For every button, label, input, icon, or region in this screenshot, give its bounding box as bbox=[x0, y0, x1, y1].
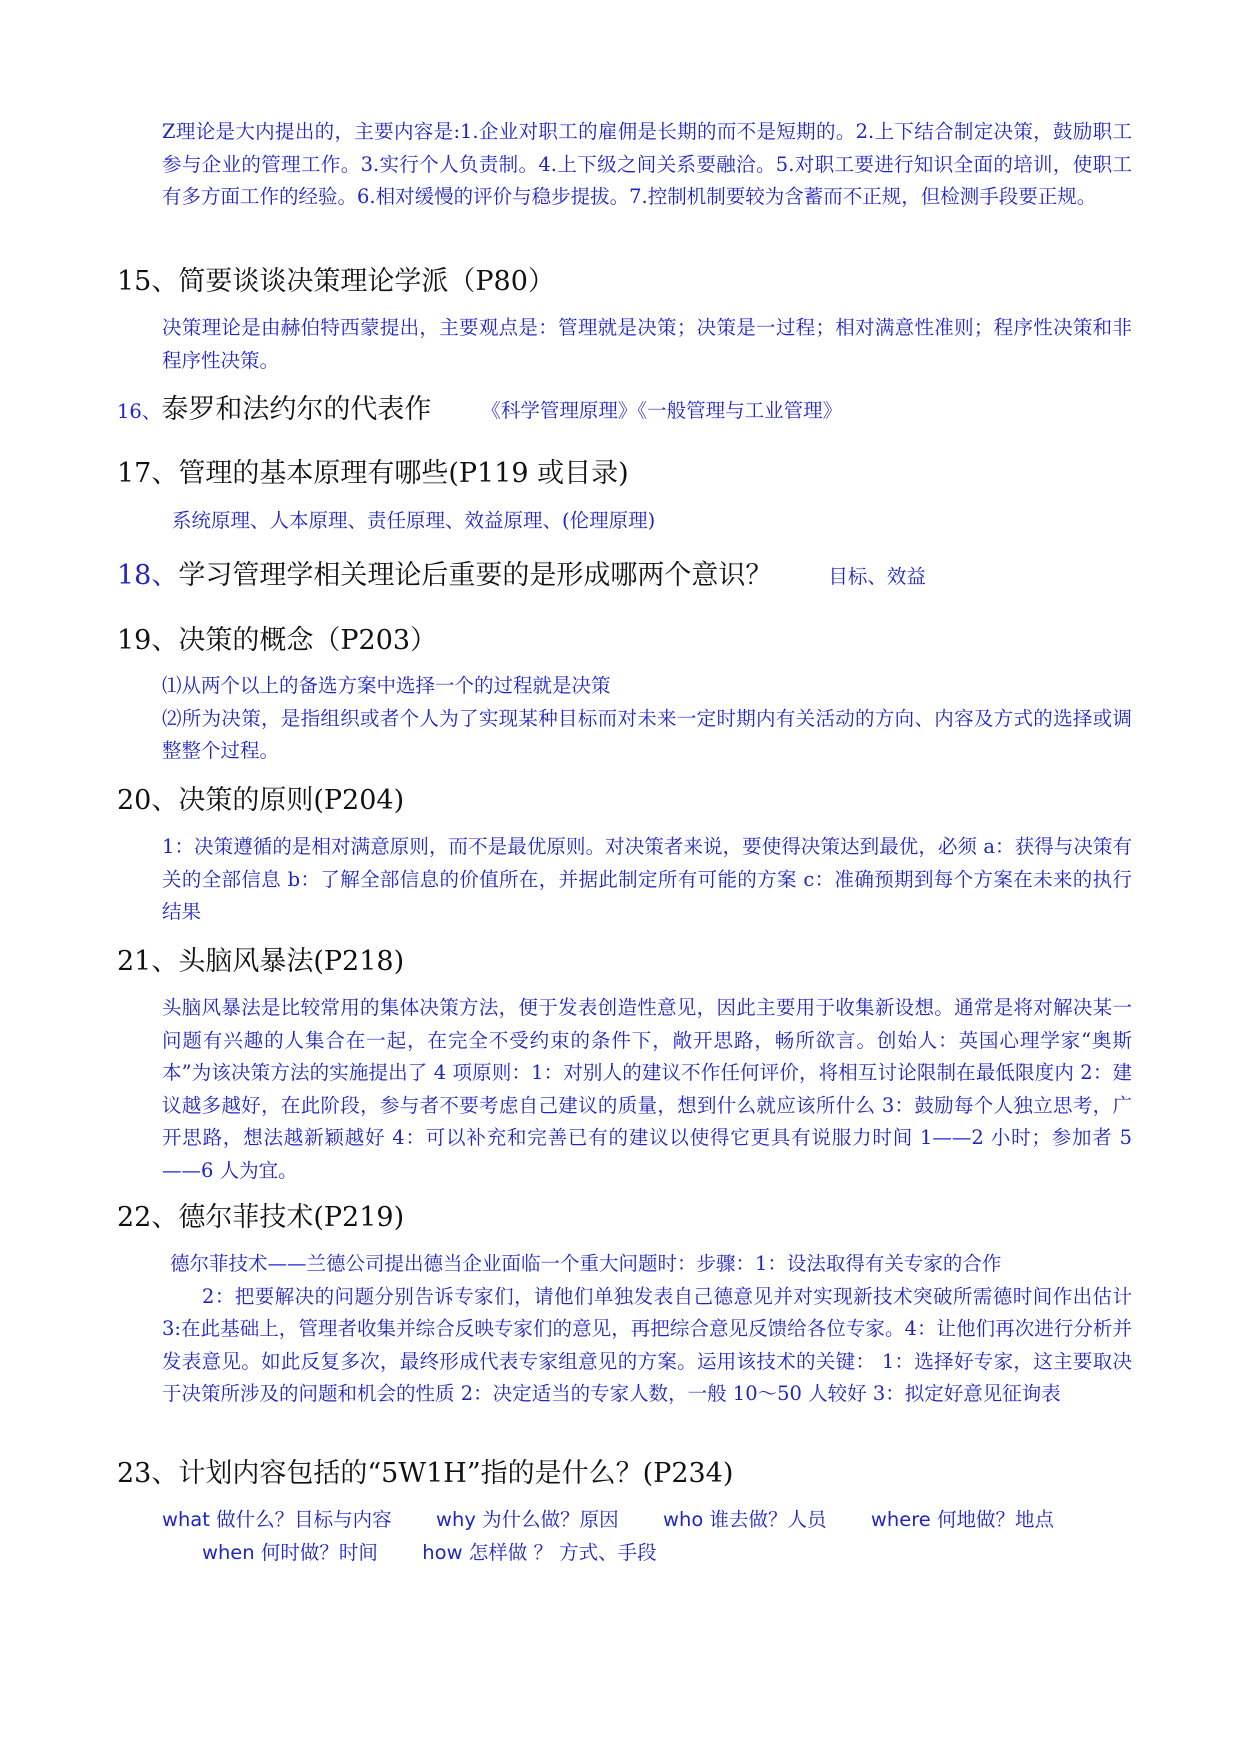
question-17-heading: 17、管理的基本原理有哪些(P119 或目录) bbox=[117, 458, 629, 489]
when-text: 何时做？时间 bbox=[260, 1540, 378, 1564]
question-17-answer: 系统原理、人本原理、责任原理、效益原理、(伦理原理) bbox=[172, 509, 656, 532]
question-20-heading: 20、决策的原则(P204) bbox=[117, 785, 405, 816]
question-19-answer-2: ⑵所为决策，是指组织或者个人为了实现某种目标而对未来一定时期内有关活动的方向、内容及方式的选择或调整整个过程。 bbox=[162, 706, 1132, 762]
question-22-answer-first: 德尔菲技术——兰德公司提出德当企业面临一个重大问题时：步骤：1：设法取得有关专家的合作 bbox=[170, 1252, 1002, 1275]
question-18-title: 学习管理学相关理论后重要的是形成哪两个意识？ bbox=[178, 560, 773, 591]
question-21-heading: 21、头脑风暴法(P218) bbox=[117, 946, 405, 977]
who-key: who bbox=[663, 1508, 704, 1531]
where-key: where bbox=[870, 1508, 931, 1531]
question-16-answer: 《科学管理原理》《一般管理与工业管理》 bbox=[481, 398, 843, 422]
question-20-answer bbox=[162, 831, 1132, 929]
question-18-number: 18、 bbox=[117, 560, 179, 591]
question-19-answer-1: ⑴从两个以上的备选方案中选择一个的过程就是决策 bbox=[162, 674, 611, 697]
question-23-answer bbox=[162, 1504, 1132, 1569]
question-22-heading: 22、德尔菲技术(P219) bbox=[117, 1202, 405, 1233]
question-16-number: 16、 bbox=[117, 400, 162, 423]
why-key: why bbox=[436, 1508, 476, 1531]
question-22-answer bbox=[162, 1248, 1132, 1411]
where-text: 何地做？地点 bbox=[936, 1508, 1054, 1531]
question-22-answer-rest: 2：把要解决的问题分别告诉专家们，请他们单独发表自己德意见并对实现新技术突破所需德时间作出估计 3:在此基础上，管理者收集并综合反映专家们的意见，再把综合意见反馈给各位专家。4：让他们再次进行分析并发表意见。如此反复多次，最终形成代表专家组意见的方案。运用该技术的关键： 1：选择好专家，这主要取决于决策所涉及的问题和机会的性质 2：决定适当的专家人数，一般 10～50 人较好 3：拟定好意见征询表 bbox=[162, 1284, 1132, 1405]
when-key: when bbox=[202, 1540, 255, 1564]
question-23-row-1 bbox=[162, 1504, 1132, 1537]
question-20-answer-text: 1：决策遵循的是相对满意原则，而不是最优原则。对决策者来说，要使得决策达到最优，必须 a：获得与决策有关的全部信息 b：了解全部信息的价值所在，并据此制定所有可能的方案 c：准确预期到每个方案在未来的执行结果 bbox=[162, 835, 1132, 923]
question-18-heading bbox=[117, 558, 1137, 595]
question-23-row-2 bbox=[162, 1537, 1132, 1570]
how-key: how bbox=[422, 1540, 463, 1564]
question-15-answer: 决策理论是由赫伯特西蒙提出，主要观点是：管理就是决策；决策是一过程；相对满意性准则；程序性决策和非程序性决策。 bbox=[162, 316, 1132, 372]
question-15-heading: 15、简要谈谈决策理论学派（P80） bbox=[117, 266, 555, 297]
z-theory-paragraph: Z理论是大内提出的，主要内容是:1.企业对职工的雇佣是长期的而不是短期的。2.上下结合制定决策，鼓励职工参与企业的管理工作。3.实行个人负责制。4.上下级之间关系要融洽。5.对职工要进行知识全面的培训，使职工有多方面工作的经验。6.相对缓慢的评价与稳步提拔。7.控制机制要较为含蓄而不正规，但检测手段要正规。 bbox=[162, 120, 1132, 208]
question-16-title: 泰罗和法约尔的代表作 bbox=[161, 394, 432, 425]
question-19-heading: 19、决策的概念（P203） bbox=[117, 625, 438, 656]
how-text: 怎样做 ？ 方式、手段 bbox=[468, 1540, 657, 1564]
question-19-answer bbox=[162, 670, 1132, 768]
what-key: what bbox=[162, 1508, 210, 1531]
who-text: 谁去做？人员 bbox=[709, 1508, 827, 1531]
question-16-heading bbox=[117, 392, 1137, 430]
question-18-answer: 目标、效益 bbox=[828, 564, 926, 588]
question-21-answer: 头脑风暴法是比较常用的集体决策方法，便于发表创造性意见，因此主要用于收集新设想。通常是将对解决某一问题有兴趣的人集合在一起，在完全不受约束的条件下，敞开思路，畅所欲言。创始人：英国心理学家“奥斯本”为该决策方法的实施提出了 4 项原则：1：对别人的建议不作任何评价，将相互讨论限制在最低限度内 2：建议越多越好，在此阶段，参与者不要考虑自己建议的质量，想到什么就应该所什么 3：鼓励每个人独立思考，广开思路，想法越新颖越好 4：可以补充和完善已有的建议以使得它更具有说服力时间 1——2 小时；参加者 5——6 人为宜。 bbox=[162, 996, 1132, 1182]
what-text: 做什么？目标与内容 bbox=[216, 1508, 392, 1531]
why-text: 为什么做？原因 bbox=[482, 1508, 619, 1531]
question-23-heading: 23、计划内容包括的“5W1H”指的是什么？(P234) bbox=[117, 1458, 734, 1489]
